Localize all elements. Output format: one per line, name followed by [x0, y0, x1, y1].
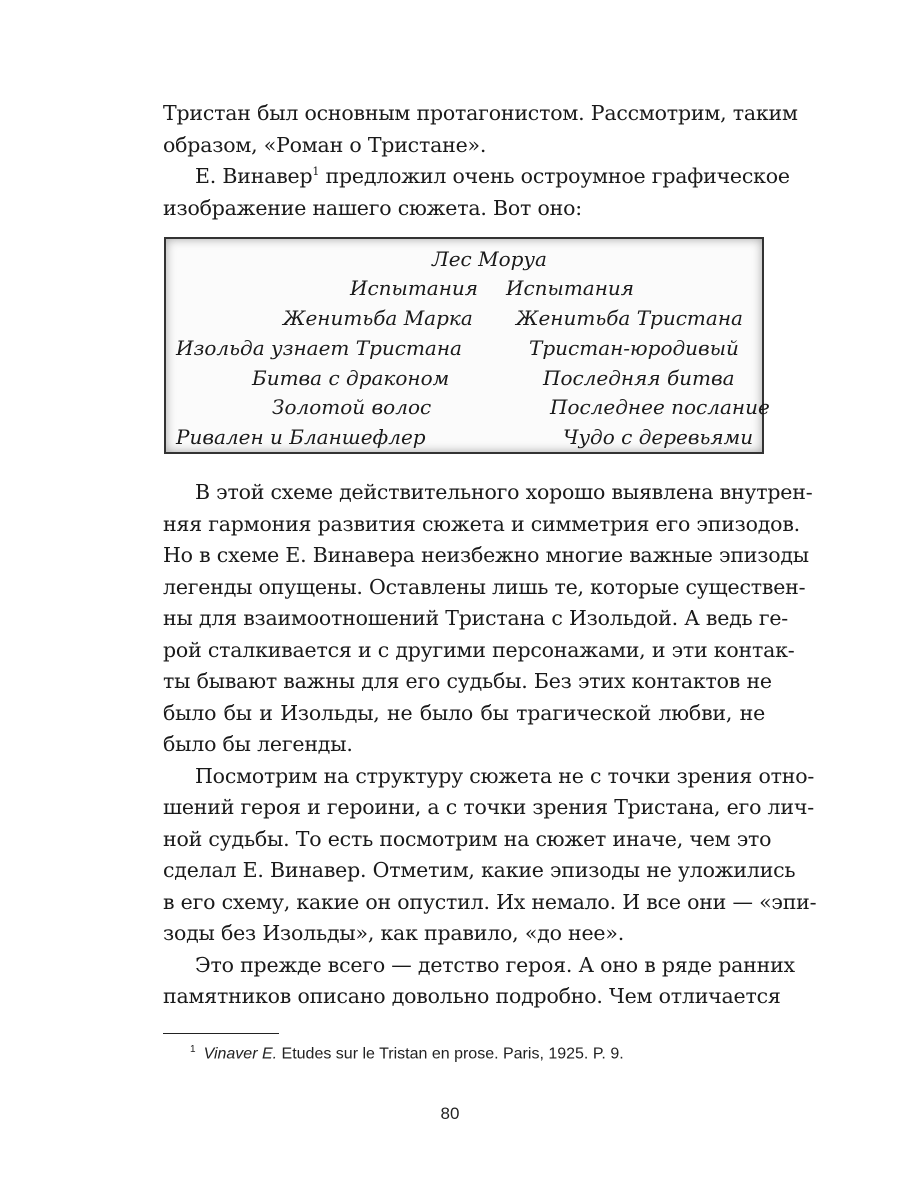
- scheme-left-item: Золотой волос: [272, 395, 432, 419]
- scheme-left-item: Изольда узнает Тристана: [176, 336, 462, 360]
- footnote: [190, 1044, 624, 1063]
- footnote-text: Etudes sur le Tristan en prose. Paris, 1925. P. 9.: [277, 1045, 624, 1063]
- text-line: шений героя и героини, а с точки зрения Тристана, его лич-: [163, 795, 814, 819]
- text-line: ты бывают важны для его судьбы. Без этих контактов не: [163, 669, 772, 693]
- text-line: памятников описано довольно подробно. Чем отличается: [163, 984, 781, 1008]
- text-fragment: Е. Винавер: [195, 164, 313, 188]
- text-block-intro: [163, 98, 798, 224]
- footnote-author: Vinaver E.: [203, 1045, 278, 1063]
- text-line: Это прежде всего — детство героя. А оно в ряде ранних: [195, 952, 795, 977]
- scheme-left-item: Женитьба Марка: [283, 306, 473, 330]
- footnote-mark: 1: [190, 1044, 196, 1055]
- scheme-left-item: Испытания: [350, 276, 478, 300]
- text-block-body: [163, 477, 817, 1013]
- scheme-left-item: Ривален и Бланшефлер: [176, 425, 426, 449]
- text-line: ной судьбы. То есть посмотрим на сюжет иначе, чем это: [163, 826, 772, 851]
- text-line: В этой схеме действительного хорошо выявлена внутрен-: [195, 480, 813, 504]
- scheme-top-label: Лес Моруа: [432, 247, 547, 271]
- paragraph: [163, 950, 795, 1013]
- scheme-right-item: Последняя битва: [543, 366, 735, 390]
- scheme-right-item: Чудо с деревьями: [563, 425, 754, 449]
- text-line: легенды опущены. Оставлены лишь те, которые существен-: [163, 574, 806, 599]
- plot-scheme-figure: [164, 237, 770, 454]
- footnote-divider: [163, 1033, 279, 1034]
- page-number: 80: [440, 1104, 460, 1123]
- text-line: няя гармония развития сюжета и симметрия его эпизодов.: [163, 511, 800, 536]
- scheme-right-item: Женитьба Тристана: [516, 306, 743, 330]
- text-line: Но в схеме Е. Винавера неизбежно многие важные эпизоды: [163, 543, 809, 567]
- text-line: Тристан был основным протагонистом. Рассмотрим, таким: [163, 101, 798, 125]
- scheme-right-item: Тристан-юродивый: [529, 336, 739, 360]
- text-line: [163, 161, 790, 193]
- paragraph: [163, 761, 817, 950]
- text-line: в его схему, какие он опустил. Их немало. И все они — «эпи-: [163, 889, 817, 914]
- text-line: ны для взаимоотношений Тристана с Изольдой. А ведь ге-: [163, 606, 789, 630]
- text-line: сделал Е. Винавер. Отметим, какие эпизоды не уложились: [163, 858, 796, 882]
- scheme-left-item: Битва с драконом: [252, 366, 450, 390]
- text-line: было бы легенды.: [163, 732, 353, 756]
- text-line: Посмотрим на структуру сюжета не с точки зрения отно-: [195, 763, 815, 788]
- scheme-right-item: Последнее послание: [550, 395, 770, 419]
- footnote-reference[interactable]: 1: [312, 165, 320, 179]
- text-line: изображение нашего сюжета. Вот оно:: [163, 195, 582, 220]
- text-line: образом, «Роман о Тристане».: [163, 132, 487, 157]
- scheme-right-item: Испытания: [506, 276, 634, 300]
- text-fragment: предложил очень остроумное графическое: [319, 164, 790, 188]
- text-line: было бы и Изольды, не было бы трагической любви, не: [163, 700, 765, 725]
- text-line: зоды без Изольды», как правило, «до нее».: [163, 921, 625, 945]
- text-line: рой сталкивается и с другими персонажами, и эти контак-: [163, 637, 795, 662]
- paragraph: [163, 477, 813, 761]
